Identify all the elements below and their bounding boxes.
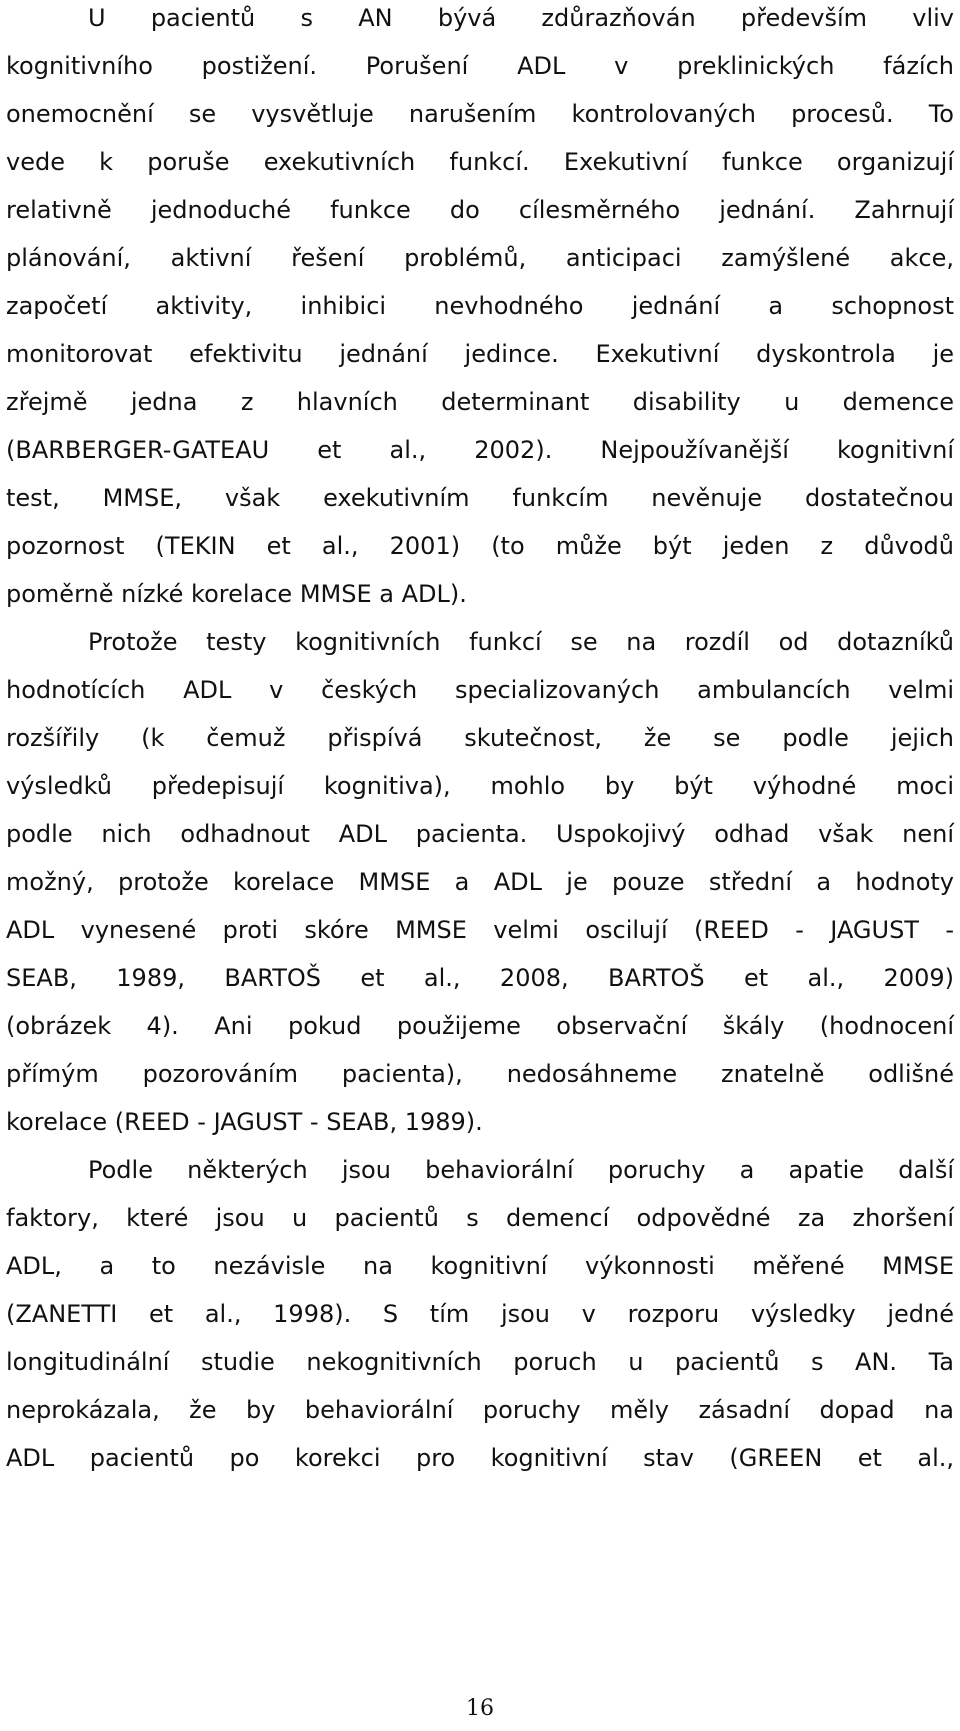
text-line: hodnotících ADL v českých specializovaných ambulancích velmi: [6, 676, 954, 704]
text-line: přímým pozorováním pacienta), nedosáhneme znatelně odlišné: [6, 1060, 954, 1088]
text-line: rozšířily (k čemuž přispívá skutečnost, že se podle jejich: [6, 724, 954, 752]
text-line: neprokázala, že by behaviorální poruchy měly zásadní dopad na: [6, 1396, 954, 1424]
text-line: SEAB, 1989, BARTOŠ et al., 2008, BARTOŠ et al., 2009): [6, 964, 954, 992]
text-line: Podle některých jsou behaviorální poruchy a apatie další: [88, 1156, 954, 1184]
text-line: ADL, a to nezávisle na kognitivní výkonnosti měřené MMSE: [6, 1252, 954, 1280]
text-line: ADL pacientů po korekci pro kognitivní stav (GREEN et al.,: [6, 1444, 954, 1472]
text-line: korelace (REED - JAGUST - SEAB, 1989).: [6, 1108, 483, 1136]
text-line: relativně jednoduché funkce do cílesměrného jednání. Zahrnují: [6, 196, 954, 224]
text-line: poměrně nízké korelace MMSE a ADL).: [6, 580, 467, 608]
text-line: (ZANETTI et al., 1998). S tím jsou v rozporu výsledky jedné: [6, 1300, 954, 1328]
text-line: ADL vynesené proti skóre MMSE velmi oscilují (REED - JAGUST -: [6, 916, 954, 944]
text-line: možný, protože korelace MMSE a ADL je pouze střední a hodnoty: [6, 868, 954, 896]
text-line: kognitivního postižení. Porušení ADL v preklinických fázích: [6, 52, 954, 80]
text-line: U pacientů s AN bývá zdůrazňován především vliv: [88, 4, 954, 32]
text-line: (obrázek 4). Ani pokud použijeme observační škály (hodnocení: [6, 1012, 954, 1040]
text-line: test, MMSE, však exekutivním funkcím nevěnuje dostatečnou: [6, 484, 954, 512]
text-line: (BARBERGER-GATEAU et al., 2002). Nejpoužívanější kognitivní: [6, 436, 954, 464]
text-line: započetí aktivity, inhibici nevhodného jednání a schopnost: [6, 292, 954, 320]
page-number: 16: [466, 1696, 494, 1721]
text-line: longitudinální studie nekognitivních poruch u pacientů s AN. Ta: [6, 1348, 954, 1376]
text-line: plánování, aktivní řešení problémů, anticipaci zamýšlené akce,: [6, 244, 954, 272]
text-line: onemocnění se vysvětluje narušením kontrolovaných procesů. To: [6, 100, 954, 128]
text-line: výsledků předepisují kognitiva), mohlo by být výhodné moci: [6, 772, 954, 800]
text-line: Protože testy kognitivních funkcí se na rozdíl od dotazníků: [88, 628, 954, 656]
text-line: zřejmě jedna z hlavních determinant disability u demence: [6, 388, 954, 416]
text-line: monitorovat efektivitu jednání jedince. Exekutivní dyskontrola je: [6, 340, 954, 368]
text-line: vede k poruše exekutivních funkcí. Exekutivní funkce organizují: [6, 148, 954, 176]
text-line: faktory, které jsou u pacientů s demencí odpovědné za zhoršení: [6, 1204, 954, 1232]
text-line: pozornost (TEKIN et al., 2001) (to může být jeden z důvodů: [6, 532, 954, 560]
text-line: podle nich odhadnout ADL pacienta. Uspokojivý odhad však není: [6, 820, 954, 848]
